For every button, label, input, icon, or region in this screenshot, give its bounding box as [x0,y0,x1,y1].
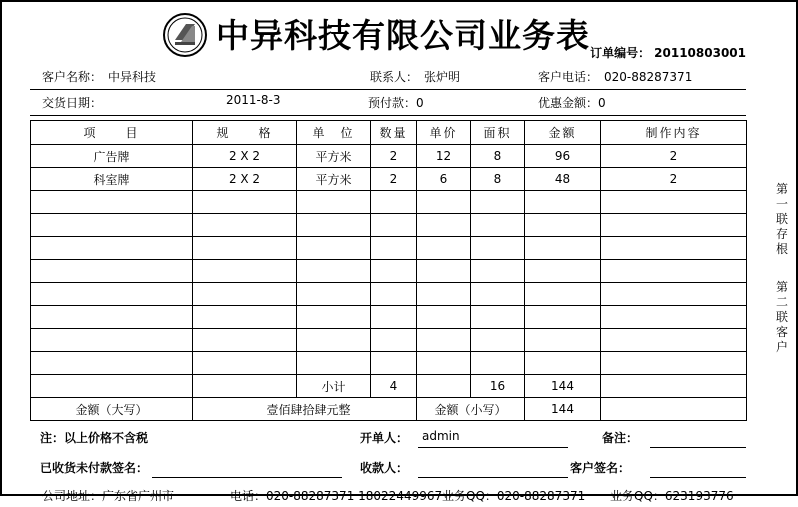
cell-empty [601,283,747,306]
cell-empty [193,329,297,352]
col-unit: 单 位 [297,121,371,145]
cell-area: 8 [471,168,525,191]
cell-amount: 48 [525,168,601,191]
qq-value-2: 623193776 [664,489,734,503]
cell-unit: 平方米 [297,145,371,168]
table-row-empty[interactable] [31,306,747,329]
cell-empty [471,352,525,375]
unpaid-sign-label: 已收货未付款签名： [40,461,149,475]
table-header-row [31,121,747,145]
customer-name-field [42,68,156,85]
delivery-date-label-wrap [42,94,102,111]
cell-qty: 2 [371,168,417,191]
col-content: 制作内容 [601,121,747,145]
cell-empty [371,237,417,260]
cell-empty [193,237,297,260]
qq-value-1: 020-88287371 [496,489,586,503]
contact-value: 张炉明 [424,70,461,84]
amount-num-value: 144 [525,398,601,421]
cell-empty [31,329,193,352]
table-row-empty[interactable] [31,191,747,214]
cell-empty [525,283,601,306]
cell-content: 2 [601,145,747,168]
items-table [30,120,747,421]
table-row-empty[interactable] [31,329,747,352]
cell-empty [31,214,193,237]
page-title: 中异科技有限公司业务表 [216,16,590,55]
cell-empty [417,283,471,306]
cell-empty [193,191,297,214]
cell-empty [601,237,747,260]
subtotal-row [31,375,747,398]
amount-cn-value-cell [193,398,417,421]
table-row-empty[interactable] [31,260,747,283]
discount-field: 优惠金额：0 [538,96,606,110]
customer-name-label: 客户名称： [42,70,103,84]
cell-empty [525,329,601,352]
subtotal-content [601,375,747,398]
subtotal-qty: 4 [371,375,417,398]
table-row[interactable] [31,145,747,168]
document-inner [30,8,746,503]
cell-empty [31,283,193,306]
cell-empty [601,214,747,237]
cell-empty [601,306,747,329]
operator-label: 开单人： [360,431,409,445]
cell-empty [525,306,601,329]
cell-empty [471,260,525,283]
col-qty: 数量 [371,121,417,145]
cell-empty [417,214,471,237]
cell-empty [525,352,601,375]
cell-item: 科室牌 [31,168,193,191]
cell-empty [417,352,471,375]
table-body [31,145,747,421]
cell-empty [525,237,601,260]
phone-label: 客户电话： [538,70,599,84]
subtotal-area: 16 [471,375,525,398]
subtotal-empty-1 [31,375,193,398]
col-area: 面积 [471,121,525,145]
table-row-empty[interactable] [31,214,747,237]
cell-empty [193,352,297,375]
cell-empty [193,283,297,306]
cell-empty [297,260,371,283]
order-number [590,44,746,61]
company-logo-icon [162,12,208,58]
qq-label-2: 业务QQ： [610,489,665,503]
info-row-2 [30,90,746,116]
table-row[interactable] [31,168,747,191]
note-row-2 [30,453,746,481]
cell-content: 2 [601,168,747,191]
cell-empty [31,191,193,214]
amount-row [31,398,747,421]
subtotal-price [417,375,471,398]
document-footer [30,487,746,507]
cell-empty [193,306,297,329]
contact-field [370,68,460,85]
cell-empty [471,306,525,329]
tel-value: 020-88287371 18022449967 [266,489,443,503]
table-row-empty[interactable] [31,283,747,306]
address-label: 公司地址： [42,489,103,503]
cell-empty [471,283,525,306]
cell-empty [371,352,417,375]
operator-underline [418,446,568,448]
cell-empty [417,306,471,329]
cell-empty [601,352,747,375]
cell-empty [371,191,417,214]
customer-sign-underline [650,476,746,478]
info-row-2-divider [30,115,746,116]
cell-item: 广告牌 [31,145,193,168]
col-price: 单价 [417,121,471,145]
items-table-wrapper [30,120,746,421]
copy-label-2: 第 二 联 客 户 [775,280,788,354]
cell-empty [297,283,371,306]
cell-spec: 2 X 2 [193,168,297,191]
operator-value: admin [422,429,460,443]
col-amount: 金额 [525,121,601,145]
prepay-field: 预付款：0 [368,96,424,110]
cell-empty [525,191,601,214]
qq-label-1: 业务QQ： [442,489,497,503]
amount-cn-value: 壹佰肆拾肆元整 [266,402,351,417]
cell-price: 12 [417,145,471,168]
tel-label: 电话： [230,489,267,503]
cell-unit: 平方米 [297,168,371,191]
cell-empty [417,191,471,214]
cell-empty [193,214,297,237]
delivery-date-value: 2011-8-3 [226,93,281,107]
unpaid-sign-underline [152,476,342,478]
amount-cn-label: 金额（大写） [31,398,193,421]
cell-empty [601,191,747,214]
cell-empty [371,214,417,237]
cell-empty [601,329,747,352]
document-header [30,8,746,64]
cell-empty [471,191,525,214]
remark-label: 备注： [602,431,639,445]
cell-empty [297,214,371,237]
order-number-label: 订单编号： [590,46,651,60]
cell-empty [525,214,601,237]
amount-num-label: 金额（小写） [417,398,525,421]
cell-empty [297,352,371,375]
cell-empty [371,260,417,283]
amount-row-empty [601,398,747,421]
cell-empty [417,260,471,283]
tax-note-label: 注：以上价格不含税 [40,431,149,445]
order-number-value: 20110803001 [654,46,746,60]
contact-label: 联系人： [370,70,419,84]
subtotal-amount: 144 [525,375,601,398]
cell-amount: 96 [525,145,601,168]
customer-sign-label: 客户签名： [570,461,631,475]
cell-empty [297,191,371,214]
payee-underline [418,476,568,478]
cell-empty [31,352,193,375]
cell-empty [525,260,601,283]
subtotal-empty-2 [193,375,297,398]
cell-empty [297,306,371,329]
cell-empty [417,329,471,352]
address-value: 广东省广州市 [102,489,175,503]
cell-empty [297,237,371,260]
copy-label-1: 第 一 联 存 根 [775,182,788,256]
payee-label: 收款人： [360,461,409,475]
cell-empty [471,237,525,260]
col-spec: 规 格 [193,121,297,145]
phone-field [538,68,692,85]
cell-empty [601,260,747,283]
cell-empty [471,214,525,237]
table-row-empty[interactable] [31,352,747,375]
info-row-1 [30,64,746,90]
cell-empty [31,260,193,283]
cell-empty [31,306,193,329]
cell-empty [193,260,297,283]
cell-qty: 2 [371,145,417,168]
cell-empty [31,237,193,260]
delivery-date-label: 交货日期： [42,96,103,110]
cell-area: 8 [471,145,525,168]
cell-empty [417,237,471,260]
subtotal-label: 小计 [297,375,371,398]
cell-empty [297,329,371,352]
cell-empty [471,329,525,352]
customer-name-value: 中异科技 [108,70,157,84]
remark-underline [650,446,746,448]
cell-price: 6 [417,168,471,191]
phone-value: 020-88287371 [604,70,693,84]
cell-empty [371,329,417,352]
note-row-1 [30,423,746,451]
col-item: 项 目 [31,121,193,145]
cell-spec: 2 X 2 [193,145,297,168]
cell-empty [371,306,417,329]
cell-empty [371,283,417,306]
table-row-empty[interactable] [31,237,747,260]
